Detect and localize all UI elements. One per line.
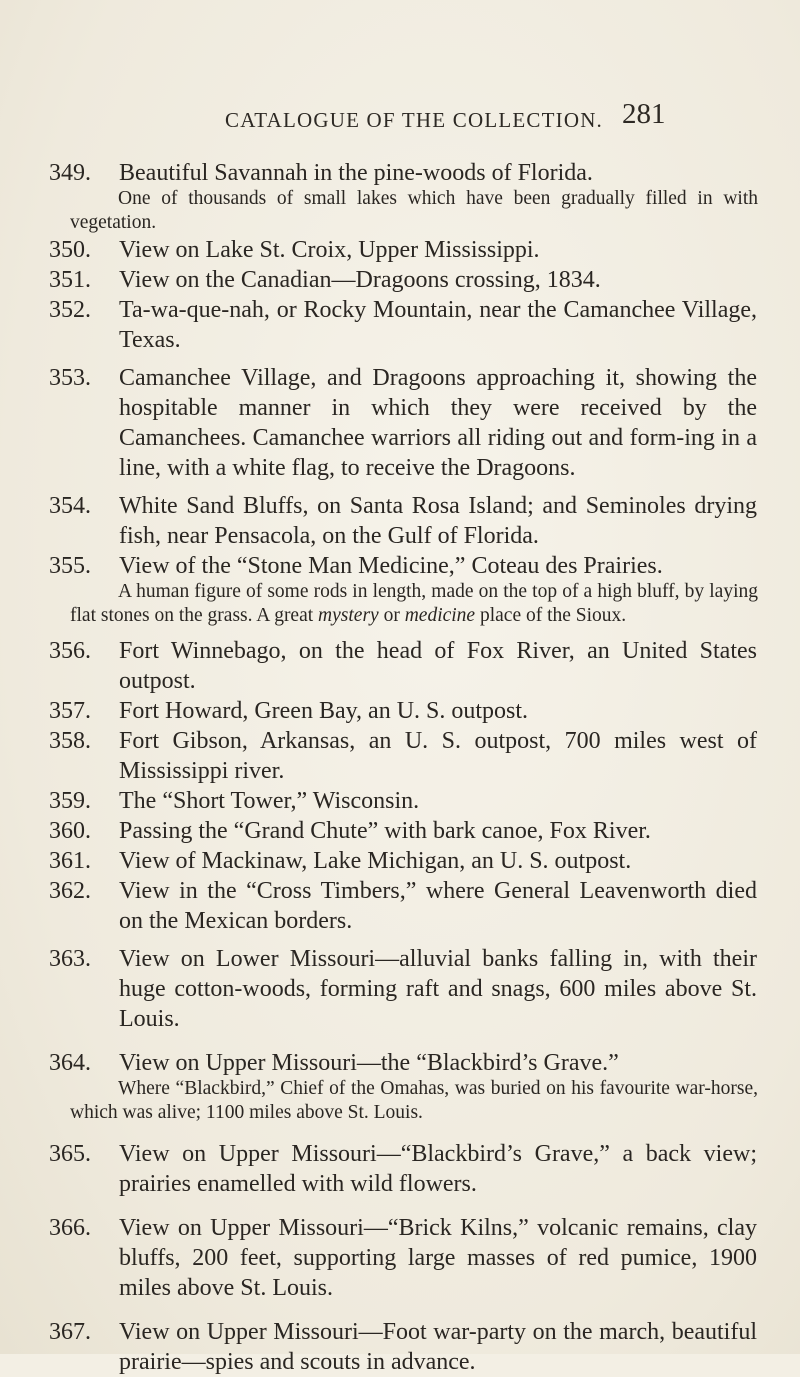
entry-title: View on Lower Missouri—alluvial banks falling in, with their huge cotton-woods, forming raft and snags, 600 miles above St. Louis. xyxy=(119,946,757,1032)
entry-title: Beautiful Savannah in the pine-woods of Florida. xyxy=(119,160,593,186)
catalogue-entry xyxy=(0,786,800,816)
entry-number: 363. xyxy=(49,946,91,972)
entry-number: 357. xyxy=(49,698,91,724)
catalogue-entry xyxy=(0,726,800,786)
entry-title: View on Lake St. Croix, Upper Mississippi. xyxy=(119,237,540,263)
entry-number: 361. xyxy=(49,848,91,874)
entry-note: A human figure of some rods in length, made on the top of a high bluff, by laying flat stones on the grass. A great mystery or medicine place of the Sioux. xyxy=(70,581,758,626)
catalogue-entry xyxy=(0,816,800,846)
catalogue-entry xyxy=(0,363,800,483)
entry-note: Where “Blackbird,” Chief of the Omahas, was buried on his favourite war-horse, which was alive; 1100 miles above St. Louis. xyxy=(70,1078,758,1123)
entry-title: Camanchee Village, and Dragoons approaching it, showing the hospitable manner in which they were received by the Camanchees. Camanchee warriors all riding out and form-ing in a line, with a white flag, to receive the Dragoons. xyxy=(119,365,757,481)
entry-note: One of thousands of small lakes which have been gradually filled in with vegetation. xyxy=(70,188,758,233)
entry-title: View on Upper Missouri—“Blackbird’s Grave,” a back view; prairies enamelled with wild flowers. xyxy=(119,1141,757,1197)
catalogue-entries xyxy=(0,158,800,1377)
entry-title: White Sand Bluffs, on Santa Rosa Island; and Seminoles drying fish, near Pensacola, on the Gulf of Florida. xyxy=(119,493,757,549)
running-head: CATALOGUE OF THE COLLECTION. xyxy=(225,108,604,132)
entry-title: View on the Canadian—Dragoons crossing, 1834. xyxy=(119,267,601,293)
catalogue-entry xyxy=(0,944,800,1034)
entry-number: 356. xyxy=(49,638,91,664)
entry-title: View of Mackinaw, Lake Michigan, an U. S. outpost. xyxy=(119,848,632,874)
catalogue-entry xyxy=(0,551,800,628)
entry-number: 364. xyxy=(49,1050,91,1076)
catalogue-entry xyxy=(0,265,800,295)
entry-number: 353. xyxy=(49,365,91,391)
catalogue-entry xyxy=(0,636,800,696)
entry-number: 362. xyxy=(49,878,91,904)
catalogue-entry xyxy=(0,295,800,355)
entry-title: Fort Howard, Green Bay, an U. S. outpost. xyxy=(119,698,529,724)
entry-number: 366. xyxy=(49,1215,91,1241)
catalogue-entry xyxy=(0,158,800,235)
catalogue-entry xyxy=(0,491,800,551)
page-number: 281 xyxy=(622,98,666,130)
catalogue-entry xyxy=(0,235,800,265)
entry-number: 360. xyxy=(49,818,91,844)
catalogue-entry xyxy=(0,1139,800,1199)
entry-number: 351. xyxy=(49,267,91,293)
catalogue-entry xyxy=(0,876,800,936)
entry-title: View on Upper Missouri—the “Blackbird’s Grave.” xyxy=(119,1050,619,1076)
catalogue-entry xyxy=(0,696,800,726)
catalogue-entry xyxy=(0,1048,800,1125)
entry-number: 359. xyxy=(49,788,91,814)
entry-number: 367. xyxy=(49,1319,91,1345)
entry-number: 365. xyxy=(49,1141,91,1167)
entry-title: View on Upper Missouri—Foot war-party on the march, beautiful prairie—spies and scouts in advance. xyxy=(119,1319,757,1375)
entry-number: 352. xyxy=(49,297,91,323)
entry-title: View on Upper Missouri—“Brick Kilns,” volcanic remains, clay bluffs, 200 feet, supporting large masses of red pumice, 1900 miles above St. Louis. xyxy=(119,1215,757,1301)
entry-number: 354. xyxy=(49,493,91,519)
entry-number: 358. xyxy=(49,728,91,754)
entry-number: 355. xyxy=(49,553,91,579)
entry-title: Fort Winnebago, on the head of Fox River, an United States outpost. xyxy=(119,638,757,694)
catalogue-entry xyxy=(0,846,800,876)
entry-title: The “Short Tower,” Wisconsin. xyxy=(119,788,420,814)
entry-title: Ta-wa-que-nah, or Rocky Mountain, near the Camanchee Village, Texas. xyxy=(119,297,757,353)
entry-number: 350. xyxy=(49,237,91,263)
catalogue-entry xyxy=(0,1213,800,1303)
entry-title: View in the “Cross Timbers,” where General Leavenworth died on the Mexican borders. xyxy=(119,878,757,934)
entry-title: View of the “Stone Man Medicine,” Coteau des Prairies. xyxy=(119,553,663,579)
entry-title: Passing the “Grand Chute” with bark canoe, Fox River. xyxy=(119,818,651,844)
entry-title: Fort Gibson, Arkansas, an U. S. outpost, 700 miles west of Mississippi river. xyxy=(119,728,757,784)
catalogue-entry xyxy=(0,1317,800,1377)
entry-number: 349. xyxy=(49,160,91,186)
